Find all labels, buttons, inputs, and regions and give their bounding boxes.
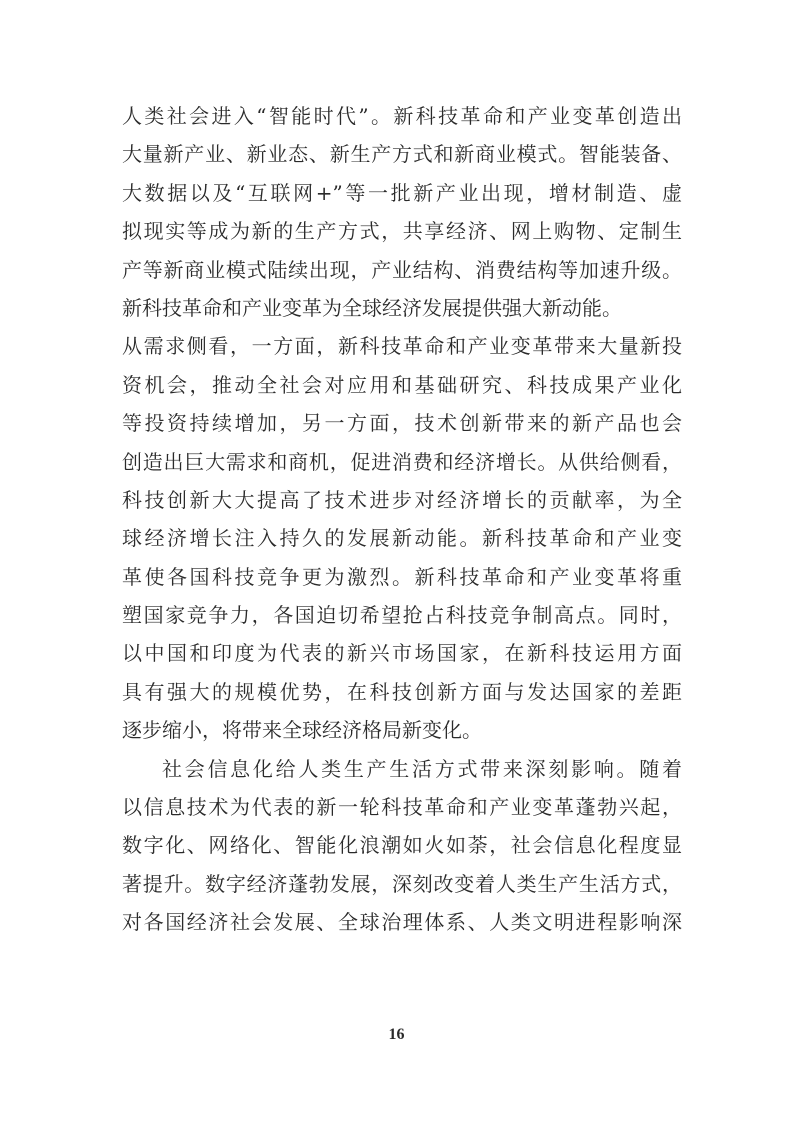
text-line: 具有强大的规模优势，在科技创新方面与发达国家的差距 [122, 679, 682, 704]
text-line: 等投资持续增加，另一方面，技术创新带来的新产品也会 [122, 411, 682, 436]
page-number: 16 [388, 1026, 405, 1043]
text-line: 数字化、网络化、智能化浪潮如火如荼，社会信息化程度显 [122, 833, 682, 858]
body-text [122, 97, 682, 942]
text-line: 以中国和印度为代表的新兴市场国家，在新科技运用方面 [122, 641, 682, 666]
text-line: 人类社会进入“智能时代”。新科技革命和产业变革创造出 [122, 104, 682, 128]
text-line: 大数据以及“互联网+”等一批新产业出现，增材制造、虚 [122, 180, 682, 205]
text-line: 对各国经济社会发展、全球治理体系、人类文明进程影响深 [122, 910, 682, 935]
text-line: 产等新商业模式陆续出现，产业结构、消费结构等加速升级。 [122, 257, 682, 282]
text-line: 著提升。数字经济蓬勃发展，深刻改变着人类生产生活方式， [122, 871, 682, 896]
text-line: 逐步缩小，将带来全球经济格局新变化。 [122, 718, 482, 743]
text-line: 拟现实等成为新的生产方式，共享经济、网上购物、定制生 [122, 219, 682, 244]
text-line: 革使各国科技竞争更为激烈。新科技革命和产业变革将重 [122, 564, 682, 589]
text-line: 大量新产业、新业态、新生产方式和新商业模式。智能装备、 [122, 142, 682, 167]
text-line: 资机会，推动全社会对应用和基础研究、科技成果产业化 [122, 372, 682, 397]
text-line: 从需求侧看，一方面，新科技革命和产业变革带来大量新投 [122, 334, 682, 359]
text-line: 新科技革命和产业变革为全球经济发展提供强大新动能。 [122, 295, 622, 320]
paragraph-start-line: 社会信息化给人类生产生活方式带来深刻影响。随着 [162, 756, 682, 781]
text-line: 以信息技术为代表的新一轮科技革命和产业变革蓬勃兴起， [122, 795, 682, 820]
text-line: 创造出巨大需求和商机，促进消费和经济增长。从供给侧看， [122, 449, 682, 474]
text-line: 球经济增长注入持久的发展新动能。新科技革命和产业变 [122, 526, 682, 551]
text-line: 塑国家竞争力，各国迫切希望抢占科技竞争制高点。同时， [122, 603, 682, 628]
text-line: 科技创新大大提高了技术进步对经济增长的贡献率，为全 [122, 487, 682, 512]
